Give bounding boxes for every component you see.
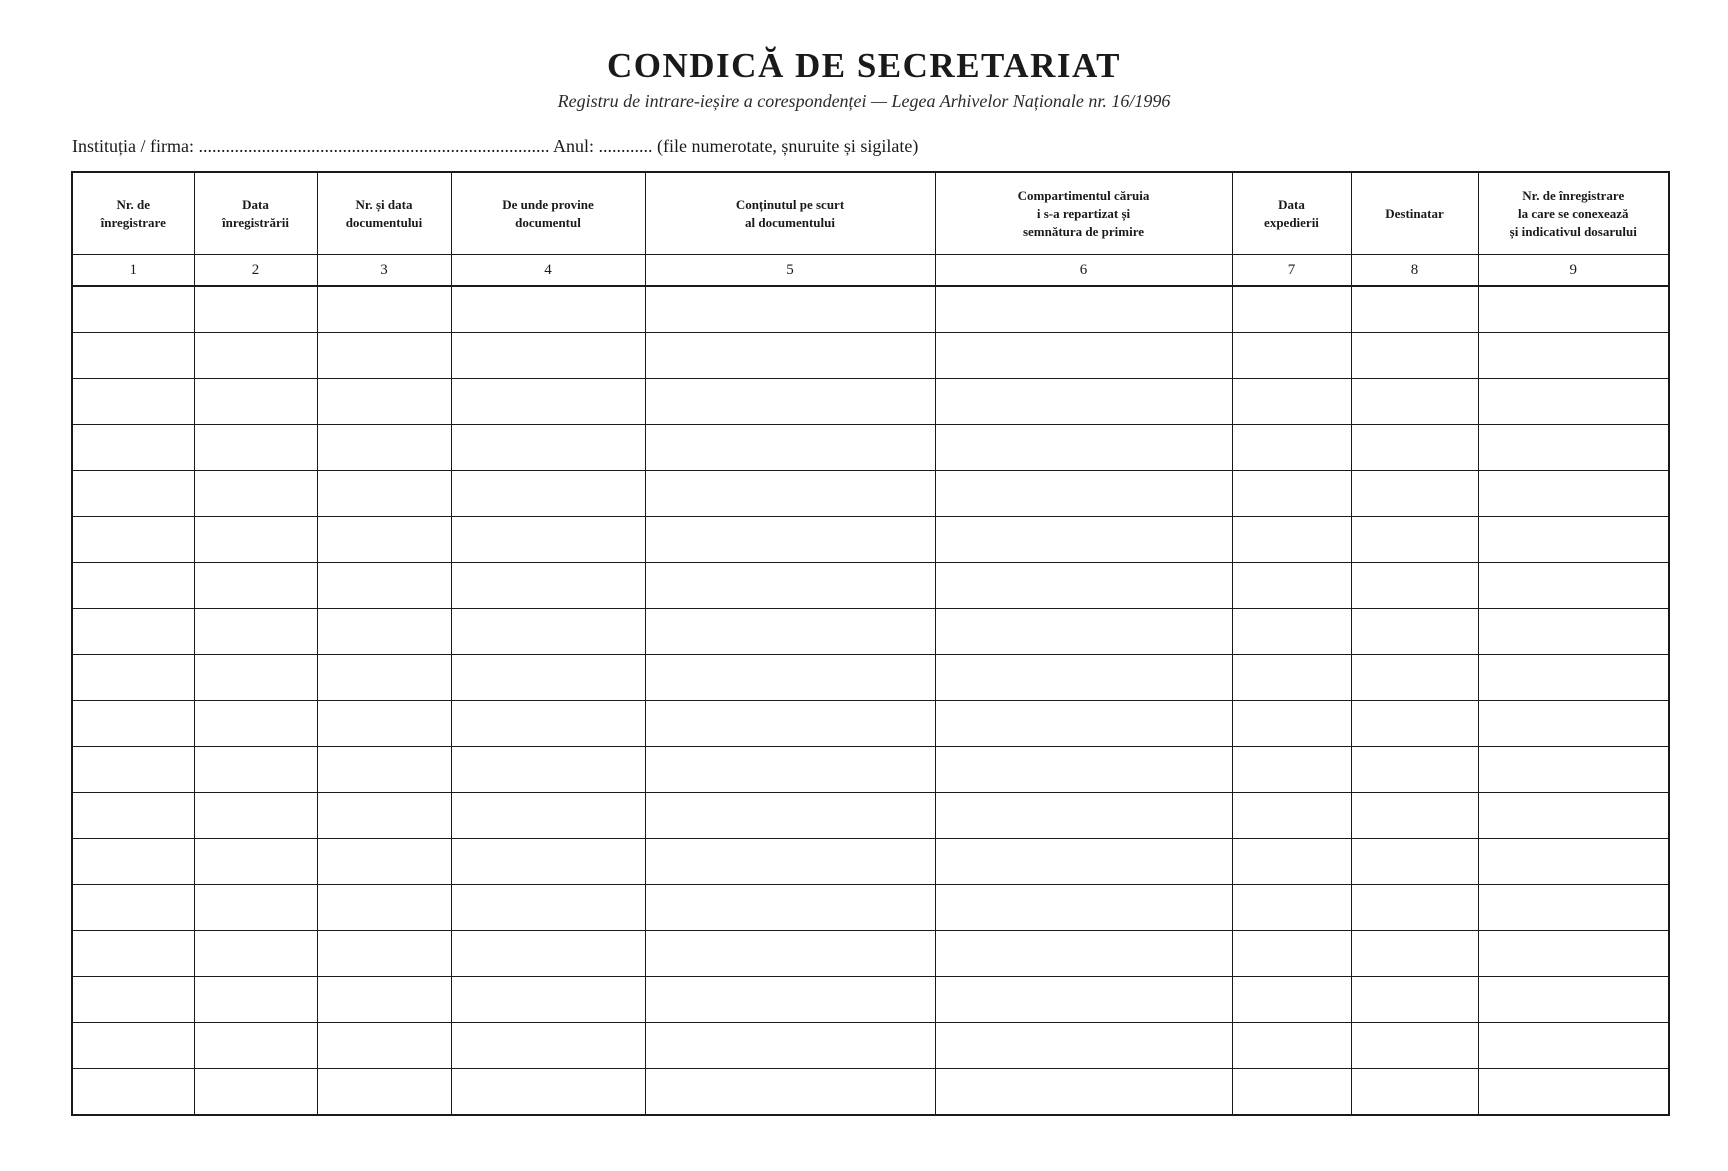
entry-cell[interactable]: [317, 655, 451, 701]
entry-cell[interactable]: [1478, 471, 1669, 517]
register-entries: [72, 286, 1669, 1115]
entry-cell[interactable]: [935, 1023, 1232, 1069]
page-title: CONDICĂ DE SECRETARIAT: [607, 46, 1121, 85]
entry-cell[interactable]: [72, 1069, 194, 1116]
entry-cell[interactable]: [72, 609, 194, 655]
entry-cell[interactable]: [1478, 333, 1669, 379]
table-row: [72, 655, 1669, 701]
entry-cell[interactable]: [1478, 885, 1669, 931]
column-number-row: [72, 255, 1669, 287]
entry-cell[interactable]: [317, 286, 451, 333]
entry-cell[interactable]: [72, 885, 194, 931]
entry-cell[interactable]: [1478, 609, 1669, 655]
entry-cell[interactable]: [194, 609, 317, 655]
entry-cell[interactable]: [1232, 517, 1351, 563]
entry-cell[interactable]: [1351, 839, 1478, 885]
column-number: 3: [317, 255, 451, 287]
entry-cell[interactable]: [645, 977, 935, 1023]
entry-cell[interactable]: [194, 839, 317, 885]
entry-cell[interactable]: [72, 425, 194, 471]
entry-cell[interactable]: [194, 563, 317, 609]
entry-cell[interactable]: [317, 885, 451, 931]
entry-cell[interactable]: [1232, 1023, 1351, 1069]
entry-cell[interactable]: [72, 793, 194, 839]
entry-cell[interactable]: [317, 1069, 451, 1116]
entry-cell[interactable]: [451, 379, 645, 425]
entry-cell[interactable]: [935, 471, 1232, 517]
entry-cell[interactable]: [1478, 839, 1669, 885]
entry-cell[interactable]: [451, 609, 645, 655]
entry-cell[interactable]: [317, 701, 451, 747]
entry-cell[interactable]: [1478, 701, 1669, 747]
entry-cell[interactable]: [317, 609, 451, 655]
entry-cell[interactable]: [451, 747, 645, 793]
entry-cell[interactable]: [1232, 839, 1351, 885]
entry-cell[interactable]: [1232, 563, 1351, 609]
entry-cell[interactable]: [194, 977, 317, 1023]
entry-cell[interactable]: [645, 655, 935, 701]
table-row: [72, 609, 1669, 655]
entry-cell[interactable]: [645, 517, 935, 563]
entry-cell[interactable]: [935, 379, 1232, 425]
entry-cell[interactable]: [645, 563, 935, 609]
entry-cell[interactable]: [317, 977, 451, 1023]
entry-cell[interactable]: [1478, 793, 1669, 839]
entry-cell[interactable]: [1232, 655, 1351, 701]
entry-cell[interactable]: [194, 517, 317, 563]
table-row: [72, 793, 1669, 839]
entry-cell[interactable]: [1232, 747, 1351, 793]
entry-cell[interactable]: [1351, 747, 1478, 793]
table-row: [72, 379, 1669, 425]
entry-cell[interactable]: [645, 471, 935, 517]
entry-cell[interactable]: [451, 1069, 645, 1116]
institution-year-line: Instituția / firma: .............................................................................. Anul: ............ (file numerotate, șnuruite și sigilate): [72, 136, 919, 156]
entry-cell[interactable]: [451, 885, 645, 931]
entry-cell[interactable]: [194, 747, 317, 793]
entry-cell[interactable]: [935, 609, 1232, 655]
entry-cell[interactable]: [1232, 931, 1351, 977]
entry-cell[interactable]: [451, 977, 645, 1023]
entry-cell[interactable]: [1232, 471, 1351, 517]
entry-cell[interactable]: [317, 839, 451, 885]
entry-cell[interactable]: [935, 839, 1232, 885]
entry-cell[interactable]: [1351, 425, 1478, 471]
column-number: 4: [451, 255, 645, 287]
entry-cell[interactable]: [1232, 885, 1351, 931]
entry-cell[interactable]: [1351, 655, 1478, 701]
table-row: [72, 839, 1669, 885]
entry-cell[interactable]: [645, 1023, 935, 1069]
table-row: [72, 333, 1669, 379]
entry-cell[interactable]: [194, 931, 317, 977]
entry-cell[interactable]: [317, 1023, 451, 1069]
entry-cell[interactable]: [72, 1023, 194, 1069]
entry-cell[interactable]: [935, 655, 1232, 701]
entry-cell[interactable]: [1232, 379, 1351, 425]
entry-cell[interactable]: [645, 425, 935, 471]
table-row: [72, 1023, 1669, 1069]
entry-cell[interactable]: [1232, 793, 1351, 839]
entry-cell[interactable]: [1478, 517, 1669, 563]
entry-cell[interactable]: [1351, 286, 1478, 333]
entry-cell[interactable]: [194, 655, 317, 701]
entry-cell[interactable]: [1351, 1069, 1478, 1116]
entry-cell[interactable]: [317, 333, 451, 379]
entry-cell[interactable]: [194, 1069, 317, 1116]
entry-cell[interactable]: [1351, 885, 1478, 931]
entry-cell[interactable]: [72, 563, 194, 609]
entry-cell[interactable]: [72, 977, 194, 1023]
entry-cell[interactable]: [1351, 609, 1478, 655]
entry-cell[interactable]: [194, 286, 317, 333]
entry-cell[interactable]: [1478, 286, 1669, 333]
entry-cell[interactable]: [645, 379, 935, 425]
column-number: 5: [645, 255, 935, 287]
header-row: [72, 172, 1669, 255]
entry-cell[interactable]: [317, 517, 451, 563]
table-row: [72, 931, 1669, 977]
entry-cell[interactable]: [194, 1023, 317, 1069]
entry-cell[interactable]: [1478, 977, 1669, 1023]
entry-cell[interactable]: [194, 333, 317, 379]
entry-cell[interactable]: [1351, 701, 1478, 747]
entry-cell[interactable]: [935, 517, 1232, 563]
table-row: [72, 701, 1669, 747]
entry-cell[interactable]: [72, 286, 194, 333]
entry-cell[interactable]: [1478, 655, 1669, 701]
entry-cell[interactable]: [935, 885, 1232, 931]
column-header: Destinatar: [1351, 172, 1478, 255]
entry-cell[interactable]: [645, 885, 935, 931]
table-row: [72, 517, 1669, 563]
column-number: 6: [935, 255, 1232, 287]
page-subtitle: Registru de intrare-ieșire a corespondenței — Legea Arhivelor Naționale nr. 16/1996: [557, 91, 1171, 111]
entry-cell[interactable]: [935, 747, 1232, 793]
entry-cell[interactable]: [935, 286, 1232, 333]
entry-cell[interactable]: [451, 471, 645, 517]
entry-cell[interactable]: [1232, 977, 1351, 1023]
entry-cell[interactable]: [1232, 333, 1351, 379]
column-header: De unde provine documentul: [451, 172, 645, 255]
entry-cell[interactable]: [1478, 379, 1669, 425]
column-header: Nr. de înregistrare la care se conexează și indicativul dosarului: [1478, 172, 1669, 255]
entry-cell[interactable]: [1351, 563, 1478, 609]
entry-cell[interactable]: [645, 1069, 935, 1116]
register-table: [71, 171, 1670, 1116]
entry-cell[interactable]: [1478, 1069, 1669, 1116]
entry-cell[interactable]: [451, 517, 645, 563]
entry-cell[interactable]: [935, 333, 1232, 379]
table-row: [72, 747, 1669, 793]
entry-cell[interactable]: [935, 931, 1232, 977]
table-row: [72, 563, 1669, 609]
entry-cell[interactable]: [194, 379, 317, 425]
entry-cell[interactable]: [451, 793, 645, 839]
entry-cell[interactable]: [1478, 747, 1669, 793]
entry-cell[interactable]: [451, 931, 645, 977]
entry-cell[interactable]: [645, 333, 935, 379]
table-row: [72, 1069, 1669, 1116]
entry-cell[interactable]: [451, 425, 645, 471]
entry-cell[interactable]: [72, 379, 194, 425]
entry-cell[interactable]: [451, 1023, 645, 1069]
entry-cell[interactable]: [935, 793, 1232, 839]
entry-cell[interactable]: [645, 747, 935, 793]
entry-cell[interactable]: [317, 793, 451, 839]
table-row: [72, 425, 1669, 471]
column-number: 2: [194, 255, 317, 287]
entry-cell[interactable]: [72, 471, 194, 517]
entry-cell[interactable]: [72, 517, 194, 563]
entry-cell[interactable]: [317, 425, 451, 471]
entry-cell[interactable]: [1478, 1023, 1669, 1069]
column-header: Compartimentul căruia i s-a repartizat și semnătura de primire: [935, 172, 1232, 255]
entry-cell[interactable]: [1478, 563, 1669, 609]
entry-cell[interactable]: [317, 563, 451, 609]
table-row: [72, 977, 1669, 1023]
entry-cell[interactable]: [935, 1069, 1232, 1116]
entry-cell[interactable]: [72, 747, 194, 793]
entry-cell[interactable]: [317, 379, 451, 425]
column-number: 1: [72, 255, 194, 287]
entry-cell[interactable]: [1351, 471, 1478, 517]
entry-cell[interactable]: [451, 655, 645, 701]
entry-cell[interactable]: [1351, 793, 1478, 839]
entry-cell[interactable]: [935, 425, 1232, 471]
entry-cell[interactable]: [194, 701, 317, 747]
table-row: [72, 471, 1669, 517]
entry-cell[interactable]: [935, 563, 1232, 609]
entry-cell[interactable]: [317, 747, 451, 793]
entry-cell[interactable]: [451, 701, 645, 747]
entry-cell[interactable]: [1478, 931, 1669, 977]
entry-cell[interactable]: [645, 609, 935, 655]
entry-cell[interactable]: [72, 655, 194, 701]
column-header: Conținutul pe scurt al documentului: [645, 172, 935, 255]
entry-cell[interactable]: [935, 977, 1232, 1023]
entry-cell[interactable]: [1351, 379, 1478, 425]
entry-cell[interactable]: [645, 931, 935, 977]
column-number: 9: [1478, 255, 1669, 287]
entry-cell[interactable]: [1478, 425, 1669, 471]
entry-cell[interactable]: [645, 286, 935, 333]
column-number: 8: [1351, 255, 1478, 287]
entry-cell[interactable]: [1351, 333, 1478, 379]
entry-cell[interactable]: [194, 793, 317, 839]
entry-cell[interactable]: [1232, 1069, 1351, 1116]
entry-cell[interactable]: [645, 839, 935, 885]
column-number: 7: [1232, 255, 1351, 287]
entry-cell[interactable]: [451, 333, 645, 379]
column-header: Nr. de înregistrare: [72, 172, 194, 255]
entry-cell[interactable]: [451, 563, 645, 609]
entry-cell[interactable]: [1351, 977, 1478, 1023]
entry-cell[interactable]: [645, 793, 935, 839]
entry-cell[interactable]: [935, 701, 1232, 747]
entry-cell[interactable]: [645, 701, 935, 747]
entry-cell[interactable]: [194, 471, 317, 517]
entry-cell[interactable]: [1232, 609, 1351, 655]
column-header: Nr. și data documentului: [317, 172, 451, 255]
entry-cell[interactable]: [72, 931, 194, 977]
entry-cell[interactable]: [72, 333, 194, 379]
entry-cell[interactable]: [194, 425, 317, 471]
entry-cell[interactable]: [1351, 931, 1478, 977]
entry-cell[interactable]: [1232, 286, 1351, 333]
entry-cell[interactable]: [72, 839, 194, 885]
entry-cell[interactable]: [1232, 701, 1351, 747]
entry-cell[interactable]: [317, 931, 451, 977]
table-row: [72, 286, 1669, 333]
entry-cell[interactable]: [1232, 425, 1351, 471]
entry-cell[interactable]: [72, 701, 194, 747]
entry-cell[interactable]: [451, 286, 645, 333]
entry-cell[interactable]: [451, 839, 645, 885]
column-header: Data expedierii: [1232, 172, 1351, 255]
entry-cell[interactable]: [1351, 1023, 1478, 1069]
entry-cell[interactable]: [1351, 517, 1478, 563]
entry-cell[interactable]: [194, 885, 317, 931]
entry-cell[interactable]: [317, 471, 451, 517]
column-header: Data înregistrării: [194, 172, 317, 255]
table-row: [72, 885, 1669, 931]
